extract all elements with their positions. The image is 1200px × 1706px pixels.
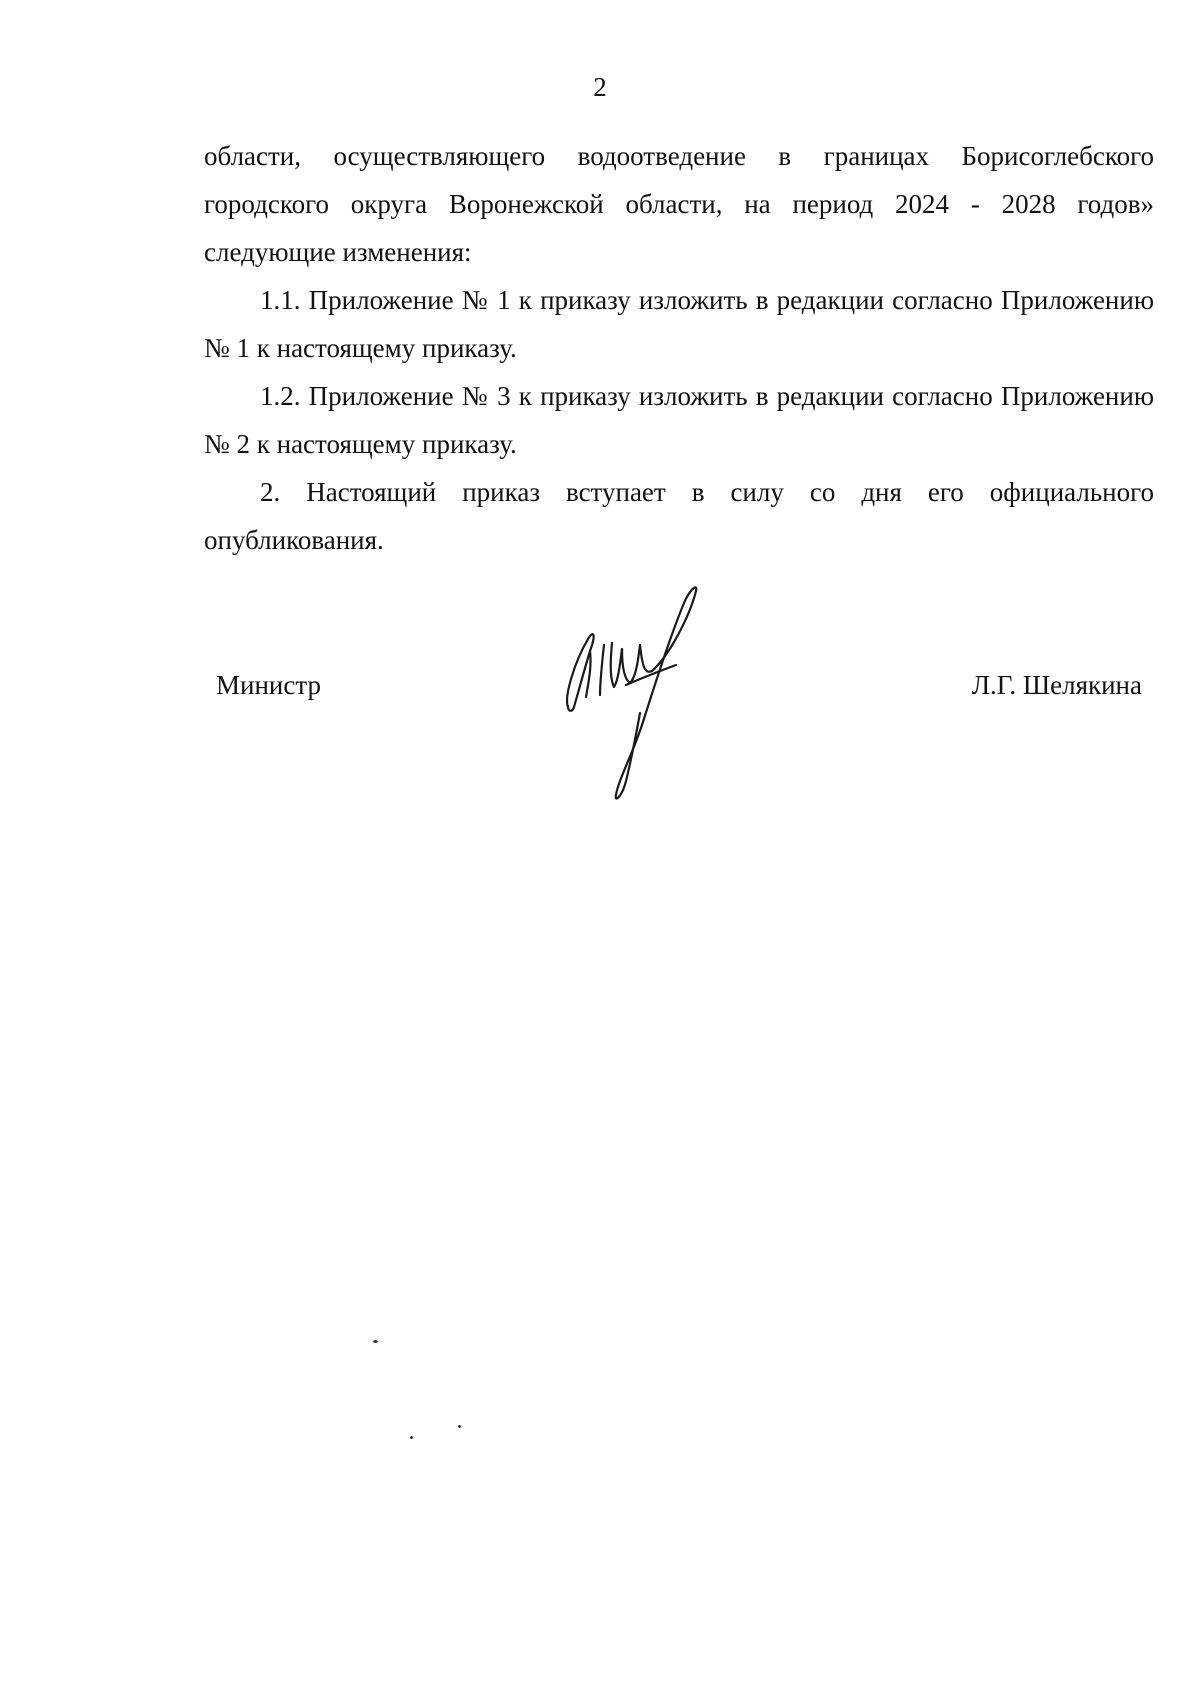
paragraph-item-1-1: 1.1. Приложение № 1 к приказу изложить в редакции согласно Приложению № 1 к настоящему приказу. (204, 285, 1154, 363)
document-body (204, 132, 1154, 564)
paragraph-item-2: 2. Настоящий приказ вступает в силу со дня его официального опубликования. (204, 477, 1154, 555)
signer-name: Л.Г. Шелякина (971, 670, 1142, 700)
paragraph-item-1-2: 1.2. Приложение № 3 к приказу изложить в редакции согласно Приложению № 2 к настоящему приказу. (204, 381, 1154, 459)
scan-speck (373, 1340, 378, 1343)
scan-speck (458, 1425, 461, 1428)
page-number: 2 (593, 72, 607, 102)
paragraph-intro: области, осуществляющего водоотведение в границах Борисоглебского городского округа Воронежской области, на период 2024 - 2028 годов» следующие изменения: (204, 141, 1154, 267)
handwritten-signature (560, 585, 720, 800)
scan-speck (410, 1436, 413, 1439)
signer-title: Министр (216, 670, 321, 700)
